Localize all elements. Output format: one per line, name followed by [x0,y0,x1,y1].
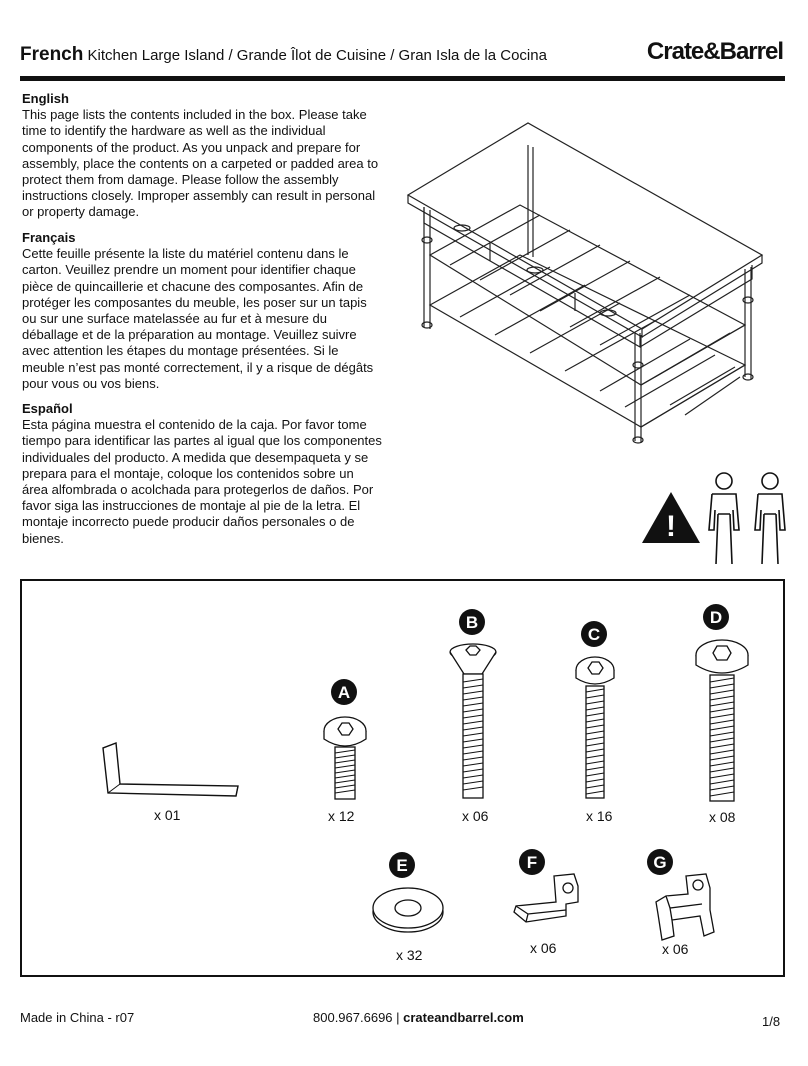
two-person-assembly-icon [706,470,790,568]
section-body: Esta página muestra el contenido de la caja. Por favor tome tiempo para identificar las partes al igual que los componentes individuales del producto. A medida que desempaqueta y se prepara para el montaje, coloque los contenidos sobre un área alfombrada o acolchada para protegerlos de daños. Por favor siga las instrucciones de montaje al pie de la letra. El montaje incorrecto puede producir daños personales o de bienes. [22,417,382,546]
header-rule [20,76,785,81]
part-d-label-icon [702,603,730,631]
washer-e-icon [370,884,446,936]
section-body: This page lists the contents included in the box. Please take time to identify the hardware as well as the individual components of the product. As you unpack and prepare for assembly, place the contents on a carpeted or padded area to protect them from damage. Please follow the assembly instructions closely. Improper assembly can result in personal or property damage. [22,107,379,220]
brand-logo: Crate&Barrel [646,38,783,65]
screw-c-icon [572,654,618,802]
footer-made-in: Made in China - r07 [20,1010,135,1025]
section-heading: English [22,91,69,106]
part-b-letter: B [465,613,479,632]
header [20,38,785,74]
section-heading: Français [22,230,76,245]
part-a-qty: x 12 [328,808,355,824]
footer-contact [313,1010,524,1025]
part-b-qty: x 06 [462,808,489,824]
title-rest: Kitchen Large Island / Grande Îlot de Cuisine / Gran Isla de la Cocina [83,47,547,64]
title-bold: French [20,44,84,65]
part-c-letter: C [587,625,601,644]
allen-key-qty: x 01 [154,807,181,823]
section-french [22,230,382,392]
footer-website[interactable]: crateandbarrel.com [403,1010,524,1025]
bracket-g-icon [652,870,724,942]
allen-key-icon [98,738,243,803]
section-english [22,91,382,221]
part-d-qty: x 08 [709,809,736,825]
part-b-label-icon [458,608,486,636]
part-c-label-icon [580,620,608,648]
part-a-letter: A [337,683,351,702]
bracket-f-icon [508,872,586,934]
part-f-letter: F [526,853,538,872]
warning-triangle-icon [640,490,702,545]
part-e-label-icon [388,851,416,879]
part-e-letter: E [396,856,408,875]
section-heading: Español [22,401,73,416]
screw-a-icon [320,713,370,803]
part-a-label-icon [330,678,358,706]
screw-d-icon [692,637,752,805]
section-body: Cette feuille présente la liste du matériel contenu dans le carton. Veuillez prendre un moment pour identifier chaque pièce de quincaillerie et chacune des composantes. Afin de protéger les composantes du meuble, les poser sur un tapis ou sur une surface matelassée au fur et à mesure du déballage et de la préparation au montage. Veuillez suivre avec attention les étapes du montage présentées. Si le meuble n’est pas monté correctement, il y a risque de dégâts pour vous ou vos biens. [22,246,374,391]
part-f-qty: x 06 [530,940,557,956]
footer-phone: 800.967.6696 | [313,1010,404,1025]
page-number: 1/8 [762,1014,781,1029]
kitchen-island-illustration [400,115,770,455]
part-c-qty: x 16 [586,808,613,824]
screw-b-icon [446,642,500,802]
part-e-qty: x 32 [396,947,423,963]
section-spanish [22,401,382,547]
document-title [20,44,547,66]
part-g-letter: G [653,853,667,872]
part-g-qty: x 06 [662,941,689,957]
part-d-letter: D [709,608,723,627]
warning-symbol: ! [666,510,676,543]
